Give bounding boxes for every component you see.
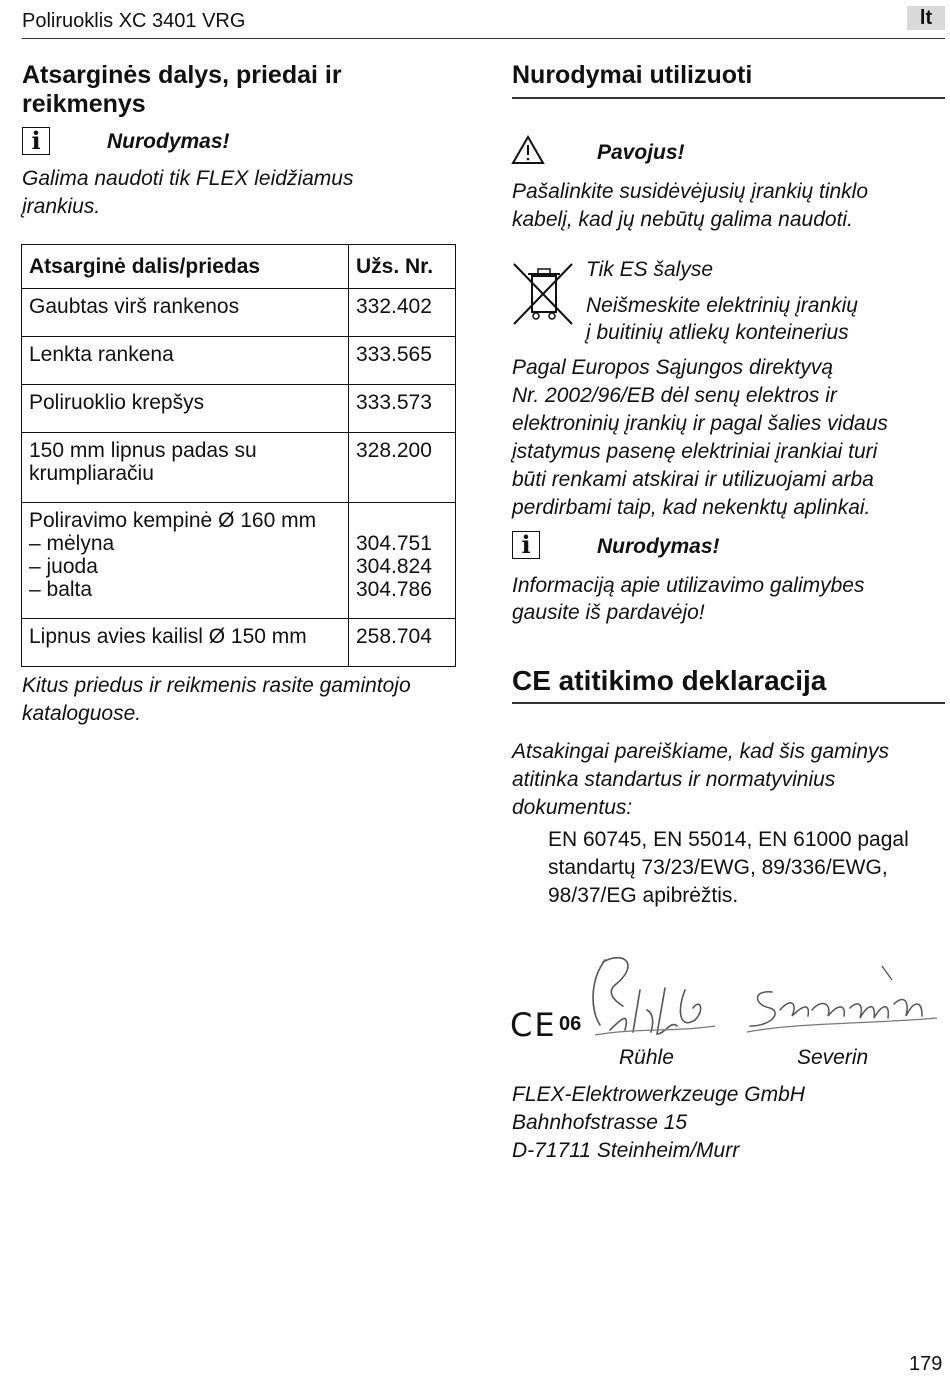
signature-ruhle-image: [585, 950, 720, 1040]
ce-year: 06: [559, 1013, 582, 1035]
order-no-line: 304.751: [356, 532, 432, 555]
standard-line: EN 60745, EN 55014, EN 61000 pagal: [548, 828, 909, 851]
ce-heading: CE atitikimo deklaracija: [512, 665, 827, 696]
part-line: krumpliaračiu: [29, 462, 154, 485]
order-no-cell: 258.704: [349, 619, 456, 667]
part-cell: [22, 503, 349, 619]
table-row: [22, 433, 456, 503]
info-icon: i: [512, 531, 540, 559]
table-row: [22, 385, 456, 433]
signatory-severin: Severin: [797, 1046, 869, 1069]
ce-line: atitinka standartus ir normatyvinius: [512, 768, 836, 791]
address-line: FLEX-Elektrowerkzeuge GmbH: [512, 1083, 805, 1106]
directive-line: įstatymus pasenę elektriniai įrankiai turi: [512, 440, 878, 463]
part-cell: Gaubtas virš rankenos: [22, 289, 349, 337]
page-number: 179: [909, 1353, 943, 1375]
standard-line: 98/37/EG apibrėžtis.: [548, 884, 739, 907]
note-text-line: įrankius.: [22, 195, 101, 218]
part-line: – juoda: [29, 555, 98, 578]
order-no-line: 304.786: [356, 578, 432, 601]
order-no-cell: 332.402: [349, 289, 456, 337]
ce-declaration: [512, 738, 889, 822]
crossed-bin-icon: [512, 262, 574, 326]
eu-only-label: Tik ES šalyse: [586, 258, 714, 281]
document-title: Poliruoklis XC 3401 VRG: [22, 10, 246, 32]
info-icon: i: [22, 127, 50, 155]
spare-parts-heading: Atsarginės dalys, priedai ir reikmenys: [22, 61, 342, 118]
section-divider: [512, 97, 945, 99]
language-tab: lt: [907, 6, 945, 30]
note-label: Nurodymas!: [107, 130, 230, 153]
table-row: [22, 503, 456, 619]
signature-severin-image: [742, 960, 942, 1040]
spare-parts-table: [21, 244, 456, 667]
standard-line: standartų 73/23/EWG, 89/336/EWG,: [548, 856, 888, 879]
weee-text-line: į buitinių atliekų konteinerius: [586, 321, 849, 344]
directive-line: būti renkami atskirai ir utilizuojami arba: [512, 468, 874, 491]
section-divider: [512, 702, 945, 704]
table-header-row: [22, 245, 456, 289]
danger-text-line: kabelį, kad jų nebūtų galima naudoti.: [512, 208, 853, 231]
part-line: – balta: [29, 578, 93, 601]
signatory-ruhle: Rühle: [619, 1046, 674, 1069]
directive-line: Pagal Europos Sąjungos direktyvą: [512, 356, 834, 379]
part-cell: Lipnus avies kailisl Ø 150 mm: [22, 619, 349, 667]
ce-mark: CE: [510, 1006, 557, 1044]
table-row: [22, 619, 456, 667]
danger-text-line: Pašalinkite susidėvėjusių įrankių tinklo: [512, 180, 869, 203]
part-line: 150 mm lipnus padas su: [29, 439, 257, 462]
standards-list: [548, 826, 909, 910]
note-text-line: Galima naudoti tik FLEX leidžiamus: [22, 167, 354, 190]
note-text-line: Informaciją apie utilizavimo galimybes: [512, 574, 865, 597]
address-line: Bahnhofstrasse 15: [512, 1111, 688, 1134]
note-text-line: gausite iš pardavėjo!: [512, 601, 705, 624]
part-line: – mėlyna: [29, 532, 115, 555]
disposal-heading: Nurodymai utilizuoti: [512, 61, 753, 89]
table-row: [22, 337, 456, 385]
directive-paragraph: [512, 354, 888, 522]
danger-label: Pavojus!: [597, 141, 685, 164]
address-line: D-71711 Steinheim/Murr: [512, 1139, 740, 1162]
company-address: [512, 1081, 805, 1165]
ce-line: dokumentus:: [512, 796, 633, 819]
ce-line: Atsakingai pareiškiame, kad šis gaminys: [512, 740, 889, 763]
part-cell: Poliruoklio krepšys: [22, 385, 349, 433]
col-no-header: Užs. Nr.: [349, 245, 456, 289]
col-part-header: Atsarginė dalis/priedas: [22, 245, 349, 289]
part-cell: [22, 433, 349, 503]
part-cell: Lenkta rankena: [22, 337, 349, 385]
order-no-cell: 333.565: [349, 337, 456, 385]
order-no-cell: 328.200: [349, 433, 456, 503]
catalogue-note-line: kataloguose.: [22, 702, 142, 725]
directive-line: Nr. 2002/96/EB dėl senų elektros ir: [512, 384, 837, 407]
order-no-line: 304.824: [356, 555, 432, 578]
order-no-cell: [349, 503, 456, 619]
order-no-cell: 333.573: [349, 385, 456, 433]
directive-line: perdirbami taip, kad nekenktų aplinkai.: [512, 496, 871, 519]
catalogue-note-line: Kitus priedus ir reikmenis rasite gamintojo: [22, 674, 411, 697]
weee-text-line: Neišmeskite elektrinių įrankių: [586, 294, 858, 317]
warning-triangle-icon: [511, 135, 545, 165]
part-line: Poliravimo kempinė Ø 160 mm: [29, 509, 317, 532]
directive-line: elektroninių įrankių ir pagal šalies vidaus: [512, 412, 888, 435]
table-row: [22, 289, 456, 337]
header-divider: [22, 38, 945, 39]
note-label: Nurodymas!: [597, 535, 720, 558]
